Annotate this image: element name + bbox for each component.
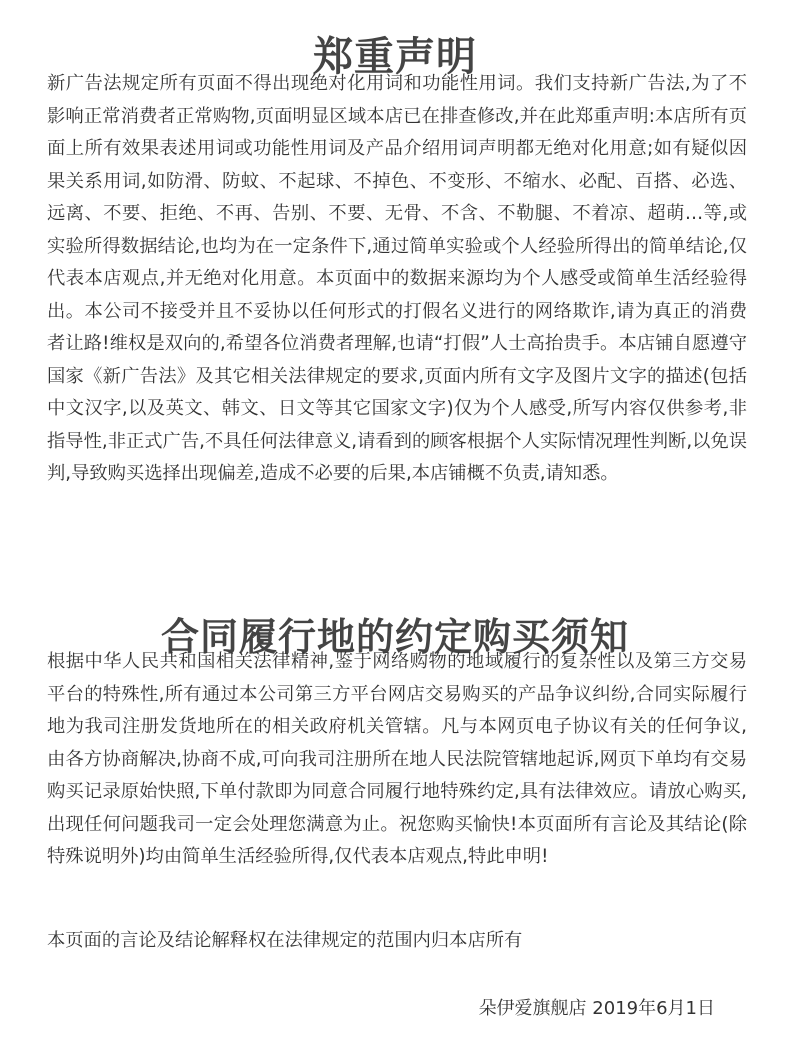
store-signature: 朵伊爱旗舰店 2019年6月1日 xyxy=(478,998,715,1019)
agreement-body: 根据中华人民共和国相关法律精神,鉴于网络购物的地域履行的复杂性以及第三方交易平台的特殊性,所有通过本公司第三方平台网店交易购买的产品争议纠纷,合同实际履行地为我司注册发货地所在的相关政府机关管辖。凡与本网页电子协议有关的任何争议,由各方协商解决,协商不成,可向我司注册所在地人民法院管辖地起诉,网页下单均有交易购买记录原始快照,下单付款即为同意合同履行地特殊约定,具有法律效应。请放心购买,出现任何问题我司一定会处理您满意为止。祝您购买愉快!本页面所有言论及其结论(除特殊说明外)均由简单生活经验所得,仅代表本店观点,特此申明! xyxy=(47,651,747,867)
interpretation-statement: 本页面的言论及结论解释权在法律规定的范围内归本店所有 xyxy=(47,930,523,951)
notice-body: 新广告法规定所有页面不得出现绝对化用词和功能性用词。我们支持新广告法,为了不影响正常消费者正常购物,页面明显区域本店已在排查修改,并在此郑重声明:本店所有页面上所有效果表述用词或功能性用词及产品介绍用词声明都无绝对化用意;如有疑似因果关系用词,如防滑、防蚊、不起球、不掉色、不变形、不缩水、必配、百搭、必选、远离、不要、拒绝、不再、告别、不要、无骨、不含、不勒腿、不着凉、超萌…等,或实验所得数据结论,也均为在一定条件下,通过简单实验或个人经验所得出的简单结论,仅代表本店观点,并无绝对化用意。本页面中的数据来源均为个人感受或简单生活经验得出。本公司不接受并且不妥协以任何形式的打假名义进行的网络欺诈,请为真正的消费者让路!维权是双向的,希望各位消费者理解,也请“打假”人士高抬贵手。本店铺自愿遵守国家《新广告法》及其它相关法律规定的要求,页面内所有文字及图片文字的描述(包括中文汉字,以及英文、韩文、日文等其它国家文字)仅为个人感受,所写内容仅供参考,非指导性,非正式广告,不具任何法律意义,请看到的顾客根据个人实际情况理性判断,以免误判,导致购买选择出现偏差,造成不必要的后果,本店铺概不负责,请知悉。 xyxy=(47,73,747,484)
notice-title: 郑重声明 xyxy=(313,33,477,80)
agreement-title: 合同履行地的约定购买须知 xyxy=(160,614,629,659)
